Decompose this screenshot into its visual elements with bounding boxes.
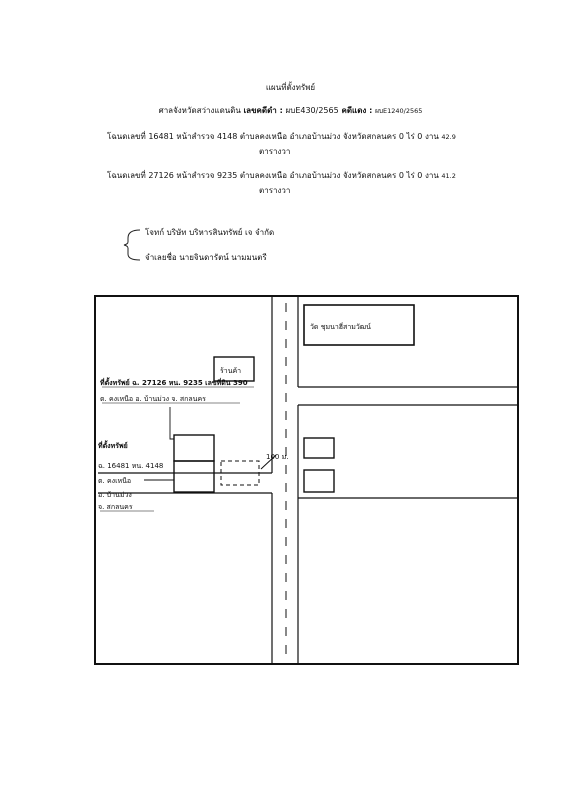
deed-1-unit: ตารางวา [259, 147, 291, 156]
red-case-label: คดีแดง : [338, 106, 376, 115]
distance-label: 100 ม. [266, 453, 289, 461]
plot-16481-title: ที่ตั้งทรัพย์ [98, 442, 128, 450]
plot-16481-subdistrict: ต. คงเหนือ [98, 477, 132, 485]
plot-27126-box [174, 435, 214, 461]
red-case-number: ผบE1240/2565 [375, 107, 423, 115]
deed-2-unit: ตารางวา [259, 186, 291, 195]
location-map [94, 295, 519, 665]
plot-16481-district: อ. บ้านม่วง [98, 491, 132, 499]
court-name: ศาลจังหวัดสว่างแดนดิน [158, 106, 244, 115]
plot-27126-arrow [170, 407, 174, 439]
plot-16481-deed: ฉ. 16481 หน. 4148 [98, 462, 164, 470]
black-case-number: ผบE430/2565 [285, 106, 339, 115]
temple-label: วัด ชุมนาฮี่สามวัฒน์ [310, 323, 371, 331]
plot-16481-box [174, 461, 214, 492]
plot-27126-location: ต. คงเหนือ อ. บ้านม่วง จ. สกลนคร [100, 395, 206, 403]
plaintiff-line: โจทก์ บริษัท บริหารสินทรัพย์ เจ จำกัด [145, 228, 275, 237]
black-case-label: เลขคดีดำ : [243, 106, 286, 115]
deed-2-line: โฉนดเลขที่ 27126 หน้าสำรวจ 9235 ตำบลคงเหนือ อำเภอบ้านม่วง จังหวัดสกลนคร 0 ไร่ 0 งาน 41.2 [107, 171, 456, 180]
deed-2-area: 41.2 [441, 172, 456, 180]
court-case-line [0, 104, 581, 117]
building-right-2 [304, 470, 334, 492]
deed-1-area: 42.9 [441, 133, 456, 141]
shop-label: ร้านค้า [220, 367, 242, 375]
plot-16481-province: จ. สกลนคร [98, 503, 133, 511]
plot-27126-title: ที่ตั้งทรัพย์ ฉ. 27126 หน. 9235 เลขที่ดิน 390 [100, 379, 248, 387]
defendant-line: จำเลยชื่อ นายจินดารัตน์ นามมนตรี [145, 253, 267, 262]
deed-1-line: โฉนดเลขที่ 16481 หน้าสำรวจ 4148 ตำบลคงเหนือ อำเภอบ้านม่วง จังหวัดสกลนคร 0 ไร่ 0 งาน 42.9 [107, 132, 456, 141]
building-right-1 [304, 438, 334, 458]
page-title: แผนที่ตั้งทรัพย์ [265, 83, 316, 92]
